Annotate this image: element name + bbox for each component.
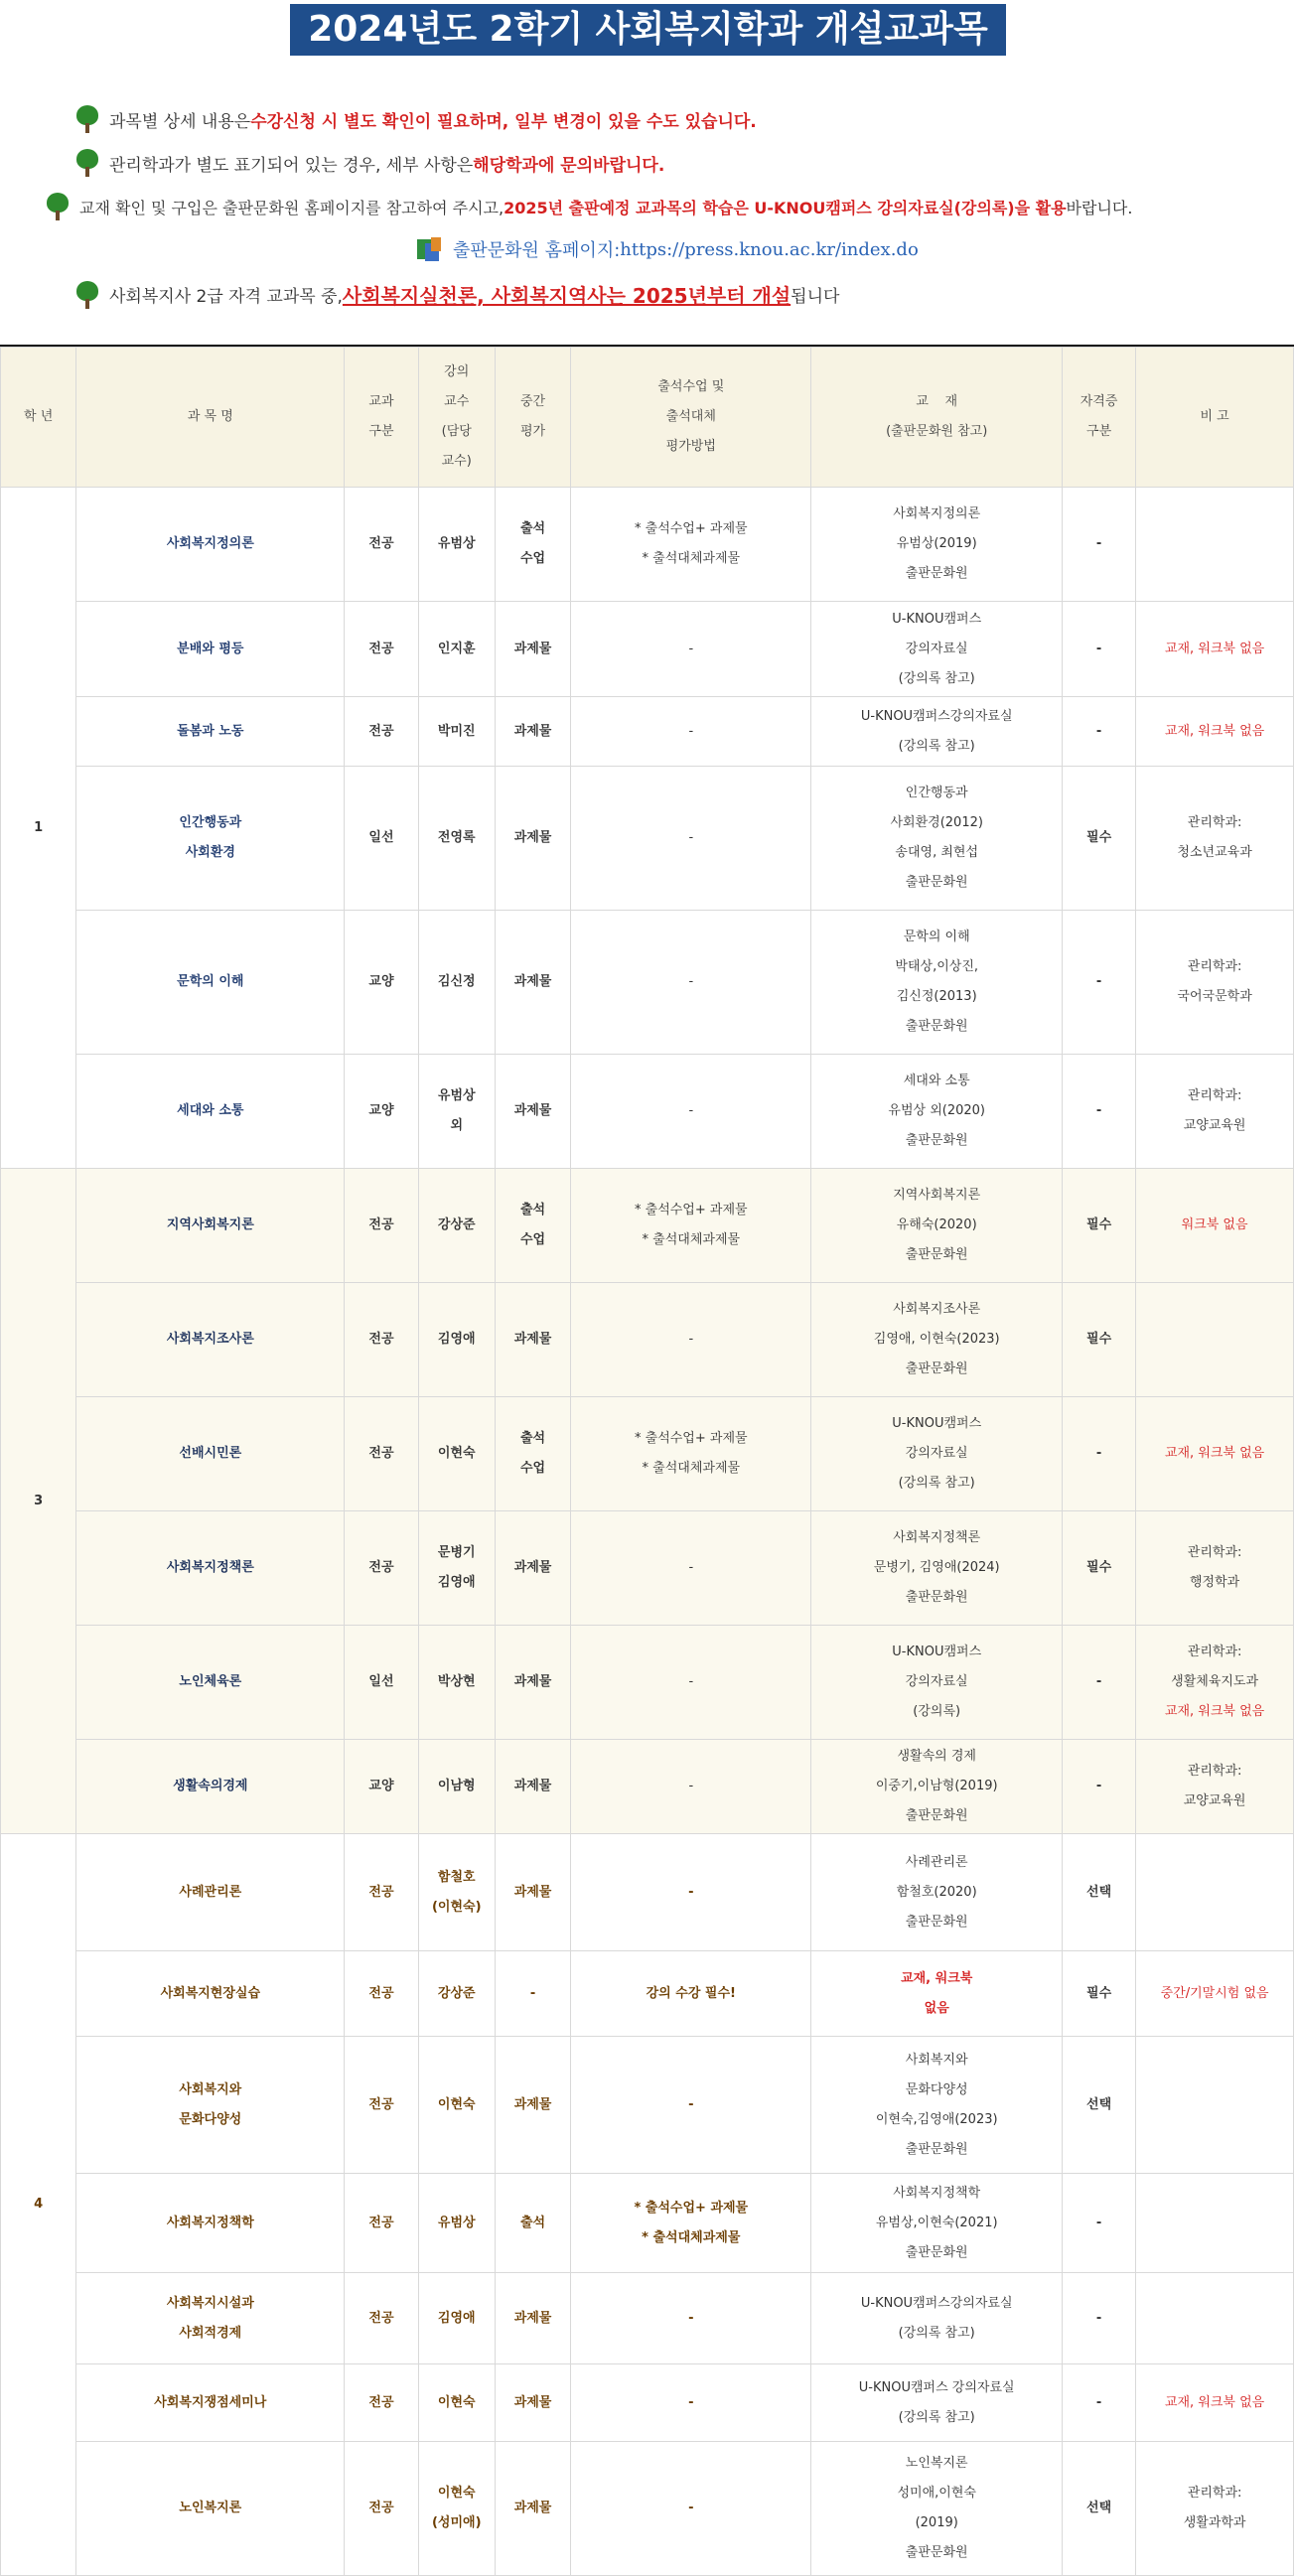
header-grade: 학 년 [1,348,76,488]
notice-highlight: 해당학과에 문의바랍니다. [473,155,665,176]
notice-highlight: 사회복지실천론, 사회복지역사는 2025년부터 개설 [342,284,792,308]
attendance-cell: * 출석수업+ 과제물 * 출석대체과제물 [571,2174,811,2273]
header-professor: 강의 교수 (담당 교수) [418,348,495,488]
header-remarks: 비 고 [1136,348,1294,488]
cert-cell: 필수 [1062,1169,1135,1283]
category-cell: 전공 [345,2364,418,2442]
remarks-cell: 중간/기말시험 없음 [1136,1951,1294,2037]
professor-cell: 이현숙 [418,2364,495,2442]
cert-cell: - [1062,602,1135,697]
grade-cell: 1 [1,488,76,1169]
table-row [1,2037,1294,2174]
category-cell: 전공 [345,2037,418,2174]
midterm-cell: 과제물 [495,2273,570,2364]
tree-icon [46,193,70,220]
cert-cell: - [1062,1740,1135,1834]
professor-cell: 전영록 [418,767,495,911]
textbook-cell: 노인복지론 성미애,이현숙 (2019) 출판문화원 [811,2442,1063,2576]
remarks-cell [1136,1283,1294,1397]
textbook-cell: 사례관리론 함철호(2020) 출판문화원 [811,1834,1063,1951]
category-cell: 교양 [345,1740,418,1834]
table-row [1,488,1294,602]
professor-cell: 유범상 [418,488,495,602]
table-row [1,767,1294,911]
subject-cell: 사회복지정책학 [76,2174,345,2273]
textbook-cell: 사회복지정책학 유범상,이현숙(2021) 출판문화원 [811,2174,1063,2273]
attendance-cell: - [571,911,811,1055]
books-icon [417,237,443,261]
textbook-cell: 사회복지조사론 김영애, 이현숙(2023) 출판문화원 [811,1283,1063,1397]
header-textbook: 교 재 (출판문화원 참고) [811,348,1063,488]
midterm-cell: 과제물 [495,767,570,911]
midterm-cell: 과제물 [495,1511,570,1626]
category-cell: 전공 [345,1397,418,1511]
category-cell: 전공 [345,1951,418,2037]
textbook-cell: 사회복지정의론 유범상(2019) 출판문화원 [811,488,1063,602]
notice-text: 과목별 상세 내용은 [109,111,251,132]
professor-cell: 유범상 외 [418,1055,495,1169]
remarks-cell: 관리학과: 청소년교육과 [1136,767,1294,911]
notice-text-end: 됩니다 [791,287,840,307]
table-row [1,697,1294,767]
midterm-cell: 과제물 [495,911,570,1055]
professor-cell: 문병기 김영애 [418,1511,495,1626]
header-attendance: 출석수업 및 출석대체 평가방법 [571,348,811,488]
notice-5 [75,280,839,309]
remarks-cell [1136,1834,1294,1951]
cert-cell: - [1062,488,1135,602]
remarks-cell: 관리학과: 생활체육지도과 교재, 워크북 없음 [1136,1626,1294,1740]
table-row [1,2174,1294,2273]
table-header-row [1,348,1294,488]
cert-cell: 필수 [1062,1511,1135,1626]
subject-cell: 사회복지쟁점세미나 [76,2364,345,2442]
grade-cell: 4 [1,1834,76,2576]
subject-cell: 사회복지현장실습 [76,1951,345,2037]
table-row [1,1740,1294,1834]
midterm-cell: 과제물 [495,2364,570,2442]
tree-icon [75,105,99,133]
table-row [1,1626,1294,1740]
category-cell: 전공 [345,1169,418,1283]
textbook-cell: 지역사회복지론 유해숙(2020) 출판문화원 [811,1169,1063,1283]
header-midterm: 중간 평가 [495,348,570,488]
cert-cell: 필수 [1062,1951,1135,2037]
textbook-cell: 세대와 소통 유범상 외(2020) 출판문화원 [811,1055,1063,1169]
category-cell: 전공 [345,2442,418,2576]
cert-cell: - [1062,2364,1135,2442]
cert-cell: - [1062,2273,1135,2364]
table-row [1,2273,1294,2364]
subject-cell: 사회복지정의론 [76,488,345,602]
subject-cell: 돌봄과 노동 [76,697,345,767]
table-row [1,1397,1294,1511]
notice-text-end: 바랍니다. [1066,198,1133,217]
page-title: 2024년도 2학기 사회복지학과 개설교과목 [290,4,1005,56]
category-cell: 교양 [345,1055,418,1169]
cert-cell: 필수 [1062,767,1135,911]
table-row [1,911,1294,1055]
textbook-cell: 사회복지와 문화다양성 이현숙,김영애(2023) 출판문화원 [811,2037,1063,2174]
professor-cell: 김영애 [418,1283,495,1397]
midterm-cell: 과제물 [495,602,570,697]
cert-cell: - [1062,697,1135,767]
attendance-cell: - [571,1834,811,1951]
notice-list [0,58,1296,346]
category-cell: 전공 [345,2273,418,2364]
attendance-cell: * 출석수업+ 과제물 * 출석대체과제물 [571,1397,811,1511]
category-cell: 일선 [345,1626,418,1740]
remarks-cell: 관리학과: 행정학과 [1136,1511,1294,1626]
remarks-cell [1136,2273,1294,2364]
midterm-cell: 과제물 [495,2442,570,2576]
category-cell: 전공 [345,602,418,697]
attendance-cell: - [571,767,811,911]
midterm-cell: 출석 [495,2174,570,2273]
midterm-cell: 과제물 [495,1055,570,1169]
category-cell: 전공 [345,1283,418,1397]
attendance-cell: - [571,1283,811,1397]
table-row [1,1951,1294,2037]
table-row [1,2364,1294,2442]
textbook-cell: 사회복지정책론 문병기, 김영애(2024) 출판문화원 [811,1511,1063,1626]
attendance-cell: - [571,2273,811,2364]
table-row [1,1169,1294,1283]
subject-cell: 분배와 평등 [76,602,345,697]
textbook-cell: U-KNOU캠퍼스 강의자료실 (강의록 참고) [811,2364,1063,2442]
remarks-cell: 교재, 워크북 없음 [1136,2364,1294,2442]
professor-cell: 인지훈 [418,602,495,697]
midterm-cell: 과제물 [495,1626,570,1740]
remarks-cell [1136,488,1294,602]
midterm-cell: 출석 수업 [495,488,570,602]
table-row [1,1055,1294,1169]
grade-cell: 3 [1,1169,76,1834]
midterm-cell: 과제물 [495,1283,570,1397]
category-cell: 전공 [345,1511,418,1626]
textbook-cell: U-KNOU캠퍼스강의자료실 (강의록 참고) [811,2273,1063,2364]
subject-cell: 사례관리론 [76,1834,345,1951]
remarks-cell: 관리학과: 국어국문학과 [1136,911,1294,1055]
subject-cell: 문학의 이해 [76,911,345,1055]
attendance-cell: - [571,1511,811,1626]
notice-text: 사회복지사 2급 자격 교과목 중, [109,287,343,307]
attendance-cell: - [571,2364,811,2442]
professor-cell: 강상준 [418,1169,495,1283]
table-row [1,2442,1294,2576]
attendance-cell: - [571,697,811,767]
cert-cell: 선택 [1062,2037,1135,2174]
tree-icon [75,281,99,309]
table-row [1,602,1294,697]
remarks-cell: 관리학과: 교양교육원 [1136,1055,1294,1169]
midterm-cell: 출석 수업 [495,1397,570,1511]
notice-3 [46,193,1132,220]
midterm-cell: 과제물 [495,2037,570,2174]
subject-cell: 세대와 소통 [76,1055,345,1169]
textbook-cell: U-KNOU캠퍼스 강의자료실 (강의록) [811,1626,1063,1740]
notice-text: 교재 확인 및 구입은 출판문화원 홈페이지를 참고하여 주시고, [79,198,504,217]
table-row [1,1834,1294,1951]
cert-cell: - [1062,1397,1135,1511]
professor-cell: 이현숙 (성미애) [418,2442,495,2576]
subject-cell: 사회복지와 문화다양성 [76,2037,345,2174]
textbook-cell: U-KNOU캠퍼스 강의자료실 (강의록 참고) [811,1397,1063,1511]
header-subject: 과 목 명 [76,348,345,488]
subject-cell: 사회복지정책론 [76,1511,345,1626]
textbook-cell: 문학의 이해 박태상,이상진, 김신정(2013) 출판문화원 [811,911,1063,1055]
notice-2 [75,149,664,177]
remarks-cell: 워크북 없음 [1136,1169,1294,1283]
professor-cell: 강상준 [418,1951,495,2037]
remarks-cell: 관리학과: 생활과학과 [1136,2442,1294,2576]
cert-cell: 필수 [1062,1283,1135,1397]
cert-cell: 선택 [1062,2442,1135,2576]
remarks-cell [1136,2037,1294,2174]
table-row [1,1511,1294,1626]
attendance-cell: - [571,2037,811,2174]
subject-cell: 선배시민론 [76,1397,345,1511]
category-cell: 교양 [345,911,418,1055]
professor-cell: 김신정 [418,911,495,1055]
category-cell: 전공 [345,1834,418,1951]
midterm-cell: 과제물 [495,1740,570,1834]
textbook-cell: U-KNOU캠퍼스강의자료실 (강의록 참고) [811,697,1063,767]
table-row [1,1283,1294,1397]
professor-cell: 이현숙 [418,1397,495,1511]
title-area [0,0,1296,58]
category-cell: 전공 [345,2174,418,2273]
midterm-cell: 과제물 [495,1834,570,1951]
homepage-label: 출판문화원 홈페이지: [453,240,621,261]
remarks-cell: 교재, 워크북 없음 [1136,697,1294,767]
attendance-cell: - [571,1055,811,1169]
professor-cell: 유범상 [418,2174,495,2273]
professor-cell: 이현숙 [418,2037,495,2174]
notice-1 [75,105,757,133]
professor-cell: 김영애 [418,2273,495,2364]
professor-cell: 함철호 (이현숙) [418,1834,495,1951]
remarks-cell: 교재, 워크북 없음 [1136,1397,1294,1511]
category-cell: 전공 [345,488,418,602]
professor-cell: 박상현 [418,1626,495,1740]
notice-text: 관리학과가 별도 표기되어 있는 경우, 세부 사항은 [109,155,474,176]
professor-cell: 박미진 [418,697,495,767]
textbook-cell: 교재, 워크북 없음 [811,1951,1063,2037]
subject-cell: 인간행동과 사회환경 [76,767,345,911]
midterm-cell: - [495,1951,570,2037]
textbook-cell: U-KNOU캠퍼스 강의자료실 (강의록 참고) [811,602,1063,697]
midterm-cell: 출석 수업 [495,1169,570,1283]
cert-cell: - [1062,2174,1135,2273]
cert-cell: - [1062,911,1135,1055]
attendance-cell: * 출석수업+ 과제물 * 출석대체과제물 [571,1169,811,1283]
notice-highlight: 2025년 출판예정 교과목의 학습은 U-KNOU캠퍼스 강의자료실(강의록)을 활용 [504,198,1067,217]
attendance-cell: - [571,602,811,697]
subject-cell: 생활속의경제 [76,1740,345,1834]
header-cert: 자격증 구분 [1062,348,1135,488]
remarks-cell: 관리학과: 교양교육원 [1136,1740,1294,1834]
subject-cell: 노인체육론 [76,1626,345,1740]
attendance-cell: - [571,1740,811,1834]
tree-icon [75,149,99,177]
category-cell: 전공 [345,697,418,767]
remarks-cell [1136,2174,1294,2273]
midterm-cell: 과제물 [495,697,570,767]
notice-4 [417,236,919,262]
cert-cell: 선택 [1062,1834,1135,1951]
attendance-cell: - [571,1626,811,1740]
professor-cell: 이남형 [418,1740,495,1834]
subject-cell: 사회복지시설과 사회적경제 [76,2273,345,2364]
cert-cell: - [1062,1055,1135,1169]
subject-cell: 노인복지론 [76,2442,345,2576]
notice-highlight: 수강신청 시 별도 확인이 필요하며, 일부 변경이 있을 수도 있습니다. [250,111,757,132]
attendance-cell: - [571,2442,811,2576]
attendance-cell: 강의 수강 필수! [571,1951,811,2037]
category-cell: 일선 [345,767,418,911]
remarks-cell: 교재, 워크북 없음 [1136,602,1294,697]
homepage-link[interactable]: https://press.knou.ac.kr/index.do [620,238,919,260]
header-category: 교과 구분 [345,348,418,488]
course-table [0,347,1294,2576]
textbook-cell: 생활속의 경제 이중기,이남형(2019) 출판문화원 [811,1740,1063,1834]
subject-cell: 사회복지조사론 [76,1283,345,1397]
subject-cell: 지역사회복지론 [76,1169,345,1283]
cert-cell: - [1062,1626,1135,1740]
attendance-cell: * 출석수업+ 과제물 * 출석대체과제물 [571,488,811,602]
textbook-cell: 인간행동과 사회환경(2012) 송대영, 최현섭 출판문화원 [811,767,1063,911]
